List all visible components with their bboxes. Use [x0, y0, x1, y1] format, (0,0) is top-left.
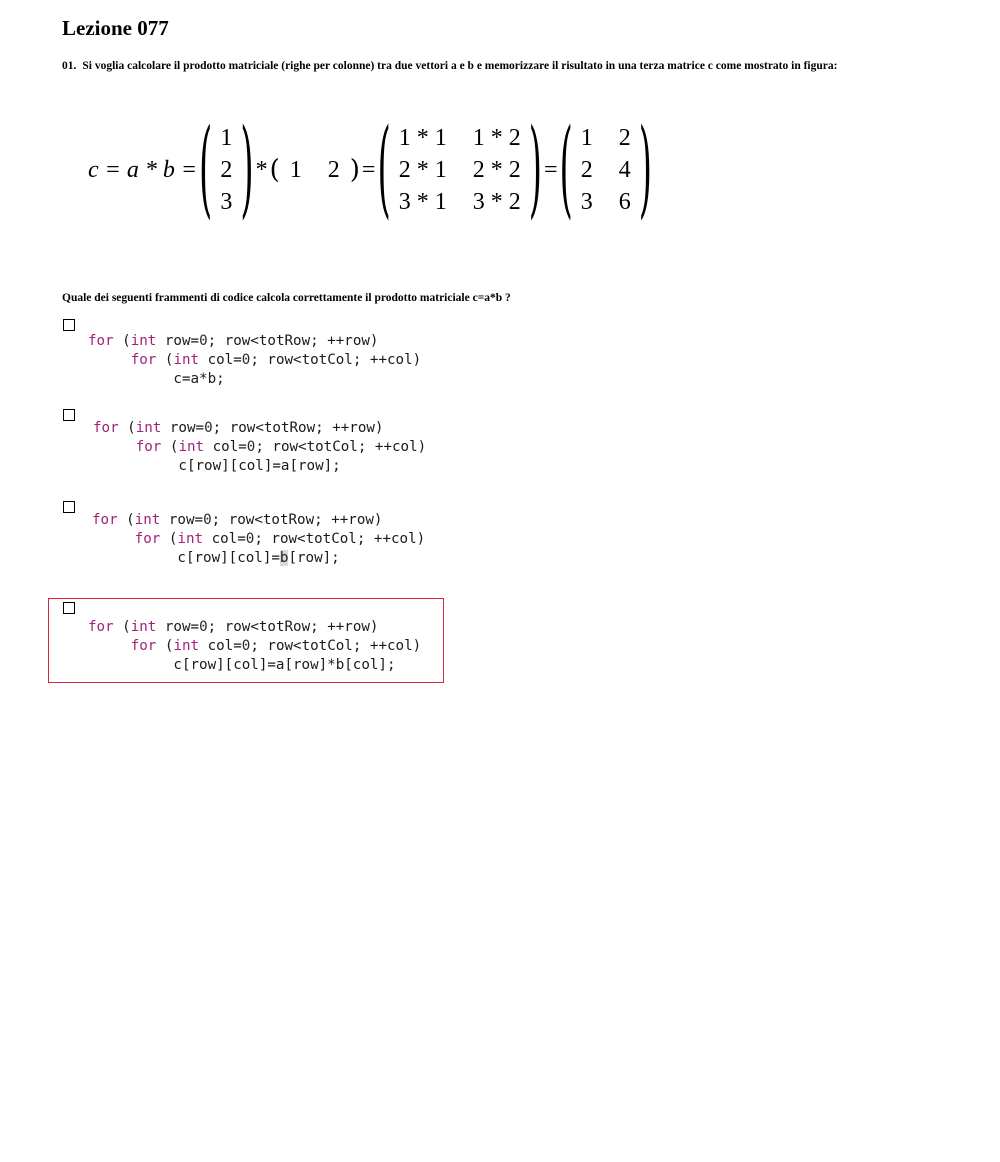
- code-snippet: [88, 618, 421, 675]
- code-text: (: [156, 352, 174, 368]
- code-text: row=: [160, 512, 204, 528]
- left-paren: (: [559, 108, 573, 232]
- matrix-cell: 2: [327, 156, 340, 183]
- code-number: 0: [204, 420, 213, 436]
- code-text: [row];: [288, 550, 340, 566]
- code-number: 0: [241, 638, 251, 654]
- matrix-cell: 3 * 2: [472, 189, 521, 215]
- code-text: (: [113, 333, 131, 349]
- code-keyword: for: [93, 420, 119, 436]
- code-text: row=: [156, 619, 200, 635]
- answer-checkbox[interactable]: [63, 409, 75, 421]
- code-number: 0: [199, 333, 208, 349]
- code-text: col=: [199, 638, 242, 654]
- code-number: 0: [246, 439, 256, 455]
- question-number: 01.: [62, 60, 77, 72]
- code-snippet: [93, 419, 426, 476]
- matrix-cell: 3 * 1: [398, 189, 447, 215]
- right-paren: ): [349, 155, 360, 185]
- times-operator: *: [255, 156, 268, 183]
- code-text: ; row<totCol; ++col): [250, 638, 422, 654]
- code-text: (: [113, 619, 131, 635]
- matrix-cell: 2 * 2: [472, 157, 521, 183]
- result-matrix: [581, 123, 631, 217]
- left-paren: (: [199, 108, 213, 232]
- code-keyword: int: [178, 439, 205, 455]
- matrix-cell: 1 * 2: [472, 125, 521, 151]
- matrix-cell: 1: [220, 125, 233, 151]
- code-keyword: int: [135, 420, 162, 436]
- code-text: (: [160, 531, 178, 547]
- question-prompt: Quale dei seguenti frammenti di codice calcola correttamente il prodotto matriciale c=a*b ?: [62, 292, 511, 304]
- matrix-cell: 2: [220, 157, 233, 183]
- code-keyword: for: [130, 638, 157, 654]
- code-text: ; row<totRow; ++row): [207, 619, 379, 635]
- code-text: ; row<totRow; ++row): [212, 420, 384, 436]
- code-keyword: int: [173, 352, 200, 368]
- matrix-cell: 4: [618, 157, 631, 183]
- code-text: col=: [204, 439, 247, 455]
- code-text: row=: [161, 420, 205, 436]
- code-text: ; row<totCol; ++col): [255, 439, 427, 455]
- products-matrix: [399, 123, 521, 217]
- code-number: 0: [203, 512, 212, 528]
- equals-sign: =: [543, 156, 558, 183]
- code-number: 0: [199, 619, 208, 635]
- matrix-cell: 6: [618, 189, 631, 215]
- code-text: c[row][col]=a[row];: [178, 458, 341, 474]
- question-body: Si voglia calcolare il prodotto matriciale (righe per colonne) tra due vettori a e b e memorizzare il risultato in una terza matrice c come mostrato in figura:: [82, 60, 838, 72]
- answer-checkbox[interactable]: [63, 319, 75, 331]
- matrix-cell: 1 * 1: [398, 125, 447, 151]
- code-keyword: for: [130, 352, 157, 368]
- lesson-title: Lezione 077: [62, 16, 169, 40]
- matrix-cell: 3: [220, 189, 233, 215]
- code-text: ; row<totCol; ++col): [250, 352, 422, 368]
- matrix-cell: 2: [618, 125, 631, 151]
- left-paren: (: [269, 155, 280, 185]
- formula-lhs: c = a * b =: [88, 156, 198, 183]
- code-text: (: [156, 638, 174, 654]
- code-text: (: [118, 420, 136, 436]
- code-keyword: for: [135, 439, 162, 455]
- vector-a: [220, 123, 232, 217]
- right-paren: ): [240, 108, 254, 232]
- code-text: c=a*b;: [173, 371, 225, 387]
- code-text: c[row][col]=: [177, 550, 280, 566]
- code-keyword: int: [130, 333, 157, 349]
- code-keyword: for: [88, 333, 114, 349]
- code-number: 0: [245, 531, 255, 547]
- code-snippet: [92, 511, 425, 568]
- code-text: ; row<totRow; ++row): [207, 333, 379, 349]
- vector-b: [290, 157, 340, 184]
- code-keyword: for: [92, 512, 118, 528]
- equals-sign: =: [361, 156, 376, 183]
- matrix-formula: [88, 108, 654, 232]
- right-paren: ): [638, 108, 653, 232]
- code-text: (: [117, 512, 135, 528]
- question-text: [62, 60, 837, 72]
- code-number: 0: [241, 352, 251, 368]
- code-text: (: [161, 439, 179, 455]
- left-paren: (: [377, 108, 391, 232]
- code-text: col=: [203, 531, 246, 547]
- code-text: row=: [156, 333, 200, 349]
- right-paren: ): [528, 108, 542, 232]
- code-text: ; row<totCol; ++col): [254, 531, 426, 547]
- matrix-cell: 3: [580, 189, 593, 215]
- code-highlight: b: [279, 550, 289, 566]
- code-text: col=: [199, 352, 242, 368]
- matrix-cell: 2 * 1: [398, 157, 447, 183]
- matrix-cell: 2: [580, 157, 593, 183]
- answer-checkbox[interactable]: [63, 501, 75, 513]
- code-text: ; row<totRow; ++row): [211, 512, 383, 528]
- code-text: c[row][col]=a[row]*b[col];: [173, 657, 396, 673]
- code-snippet: [88, 332, 421, 389]
- code-keyword: for: [134, 531, 161, 547]
- code-keyword: int: [177, 531, 204, 547]
- code-keyword: int: [130, 619, 157, 635]
- code-keyword: int: [173, 638, 200, 654]
- matrix-cell: 1: [580, 125, 593, 151]
- code-keyword: for: [88, 619, 114, 635]
- code-keyword: int: [134, 512, 161, 528]
- matrix-cell: 1: [289, 156, 302, 183]
- answer-checkbox[interactable]: [63, 602, 75, 614]
